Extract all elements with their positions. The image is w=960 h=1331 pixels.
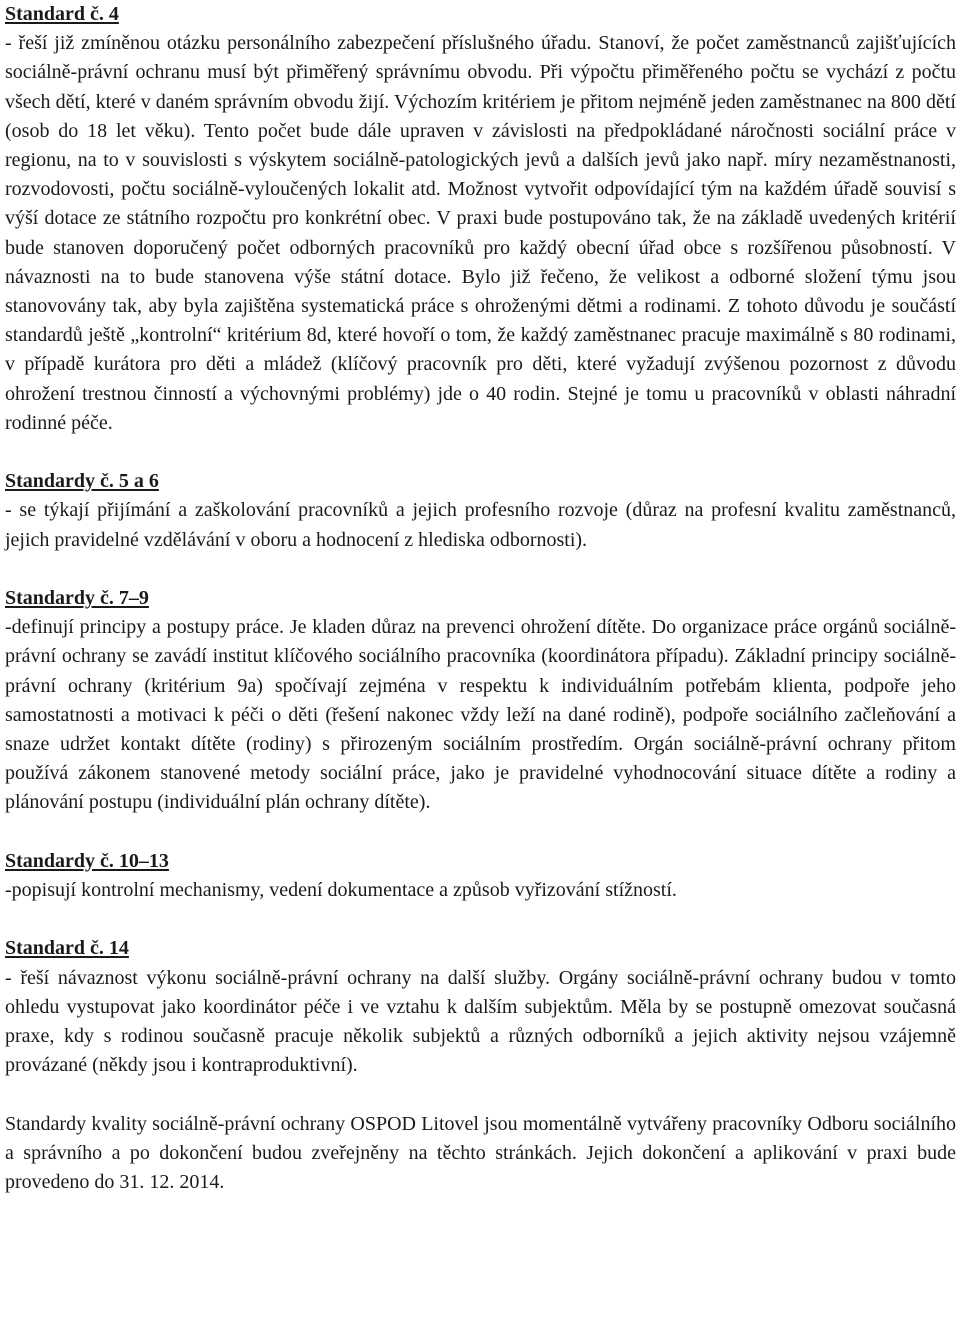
section-spacer [5, 1080, 956, 1109]
section-heading: Standardy č. 5 a 6 [5, 470, 159, 493]
section-spacer [5, 818, 956, 847]
section-standardy-10-13 [5, 847, 956, 905]
section-heading: Standardy č. 10–13 [5, 849, 169, 872]
section-standard-4 [5, 0, 956, 438]
section-body: -definují principy a postupy práce. Je kladen důraz na prevenci ohrožení dítěte. Do organizace práce orgánů sociálně-právní ochrany se zavádí institut klíčového sociálního pracovníka (koordinátora případu). Základní principy sociálně-právní ochrany (kritérium 9a) spočívají zejména v respektu k individuálním potřebám klienta, podpoře jeho samostatnosti a motivaci k péči o děti (řešení nakonec vždy leží na dané rodině), podpoře sociálního začleňování a snaze udržet kontakt dítěte (rodiny) s přirozeným sociálním prostředím. Orgán sociálně-právní ochrany přitom používá zákonem stanovené metody sociální práce, jako je pravidelné vyhodnocování situace dítěte a rodiny a plánování postupu (individuální plán ochrany dítěte). [5, 616, 956, 814]
section-standard-14 [5, 934, 956, 1080]
closing-paragraph: Standardy kvality sociálně-právní ochrany OSPOD Litovel jsou momentálně vytvářeny pracovníky Odboru sociálního a správního a po dokončení budou zveřejněny na těchto stránkách. Jejich dokončení a aplikování v praxi bude provedeno do 31. 12. 2014. [5, 1112, 956, 1194]
section-spacer [5, 555, 956, 584]
section-standardy-7-9 [5, 584, 956, 818]
section-heading: Standard č. 14 [5, 937, 129, 960]
section-heading: Standardy č. 7–9 [5, 587, 149, 610]
section-standardy-5-6 [5, 467, 956, 555]
section-spacer [5, 905, 956, 934]
section-body: - řeší návaznost výkonu sociálně-právní ochrany na další služby. Orgány sociálně-právní ochrany budou v tomto ohledu vystupovat jako koordinátor péče i ve vztahu k dalším subjektům. Měla by se postupně omezovat současná praxe, kdy s rodinou současně pracuje několik subjektů a různých odborníků a jejich aktivity nejsou vzájemně provázané (někdy jsou i kontraproduktivní). [5, 966, 956, 1077]
section-heading: Standard č. 4 [5, 3, 119, 25]
section-spacer [5, 438, 956, 467]
section-body: - se týkají přijímání a zaškolování pracovníků a jejich profesního rozvoje (důraz na profesní kvalitu zaměstnanců, jejich pravidelné vzdělávání v oboru a hodnocení z hlediska odbornosti). [5, 499, 956, 551]
section-body: - řeší již zmíněnou otázku personálního zabezpečení příslušného úřadu. Stanoví, že počet zaměstnanců zajišťujících sociálně-právní ochranu musí být přiměřený správnímu obvodu. Při výpočtu přiměřeného počtu se vychází z počtu všech dětí, které v daném správním obvodu žijí. Výchozím kritériem je přitom nejméně jeden zaměstnanec na 800 dětí (osob do 18 let věku). Tento počet bude dále upraven v závislosti na předpokládané náročnosti sociální práce v regionu, na to v souvislosti s výskytem sociálně-patologických jevů a dalších jevů jako např. míry nezaměstnanosti, rozvodovosti, počtu sociálně-vyloučených lokalit atd. Možnost vytvořit odpovídající tým na každém úřadě souvisí s výší dotace ze státního rozpočtu pro konkrétní obec. V praxi bude postupováno tak, že na základě uvedených kritérií bude stanoven doporučený počet odborných pracovníků pro každý obecní úřad obce s rozšířenou působností. V návaznosti na to bude stanovena výše státní dotace. Bylo již řečeno, že velikost a odborné složení týmu jsou stanovovány tak, aby byla zajištěna systematická práce s ohroženými dětmi a rodinami. Z tohoto důvodu je součástí standardů ještě „kontrolní“ kritérium 8d, které hovoří o tom, že každý zaměstnanec pracuje maximálně s 80 rodinami, v případě kurátora pro děti a mládež (klíčový pracovník pro děti, které vyžadují zvýšenou pozornost z důvodu ohrožení trestnou činností a výchovnými problémy) jde o 40 rodin. Stejné je tomu u pracovníků v oblasti náhradní rodinné péče. [5, 32, 956, 434]
section-body: -popisují kontrolní mechanismy, vedení dokumentace a způsob vyřizování stížností. [5, 879, 677, 902]
